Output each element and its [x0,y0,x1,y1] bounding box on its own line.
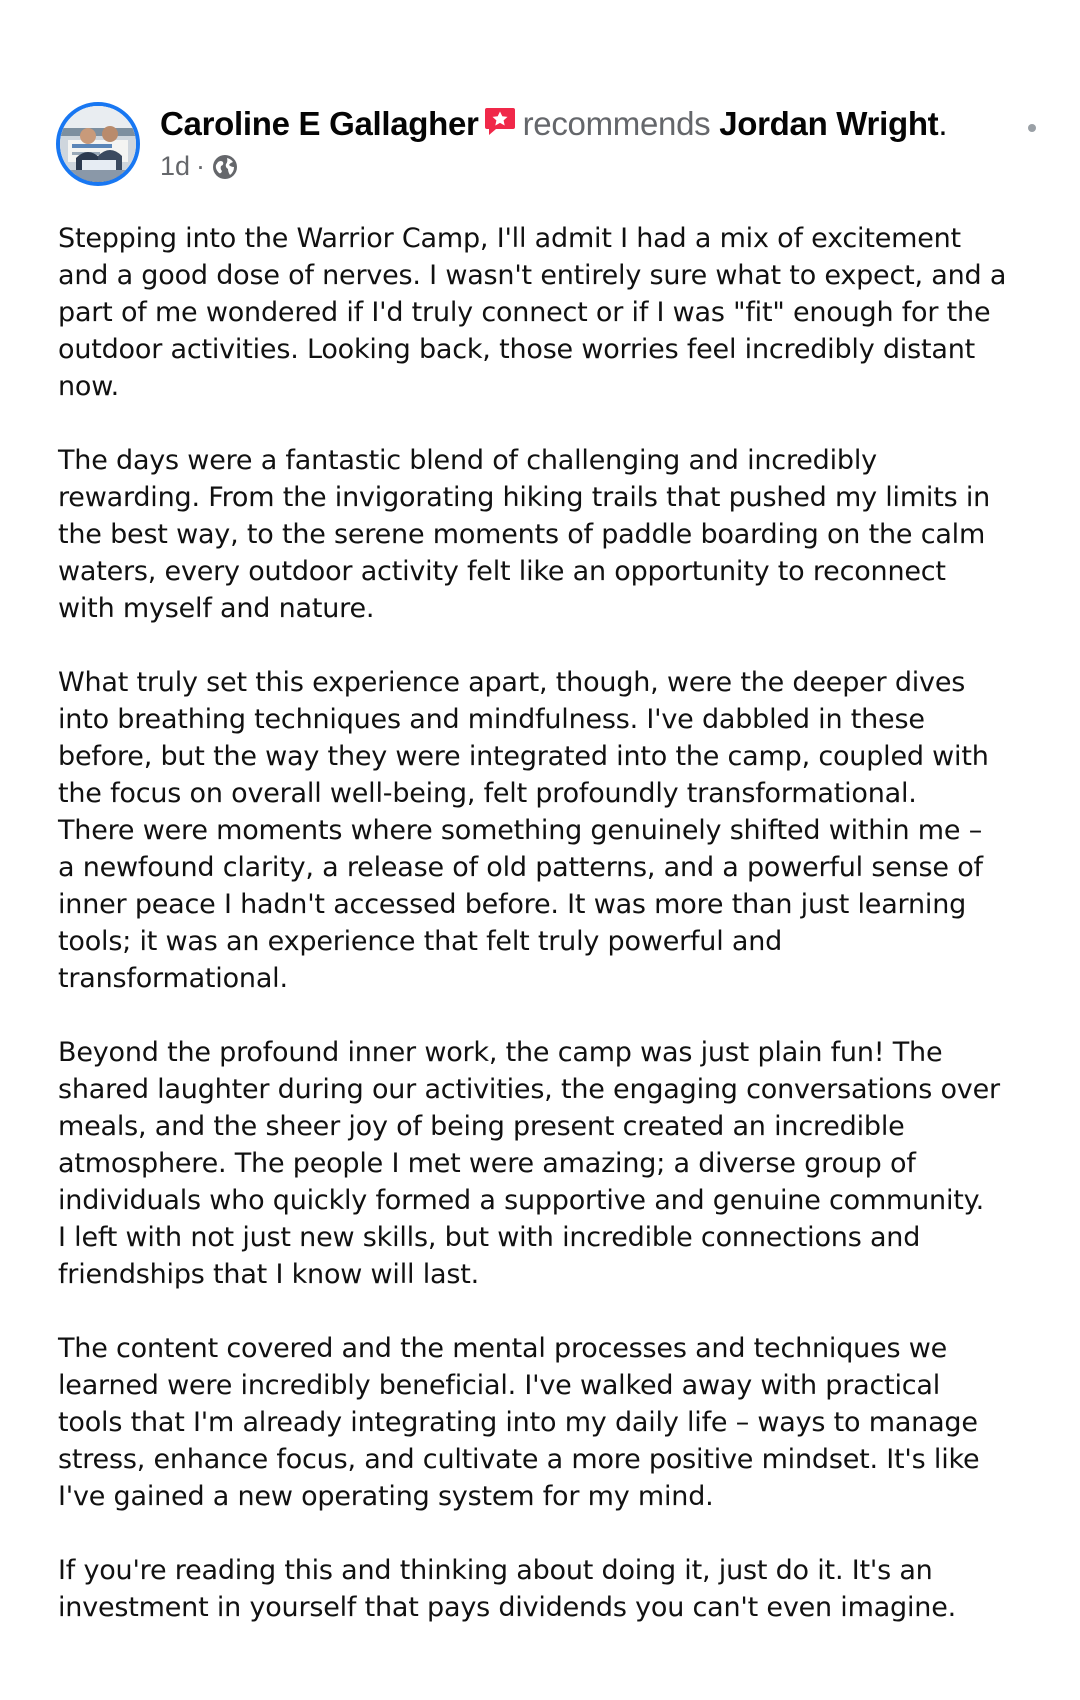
meta-separator: · [196,151,206,181]
recommendation-badge-icon [483,104,517,138]
post-timestamp[interactable]: 1d [160,151,191,181]
post-body [58,220,1026,1626]
post-paragraph: What truly set this experience apart, though, were the deeper dives into breathing techniques and mindfulness. I've dabbled in these before, but the way they were integrated into the camp, coupled with the focus on overall well-being, felt profoundly transformational. There were moments where something genuinely shifted within me – a newfound clarity, a release of old patterns, and a powerful sense of inner peace I hadn't accessed before. It was more than just learning tools; it was an experience that felt truly powerful and transformational. [58,667,989,994]
post-paragraph: Beyond the profound inner work, the camp was just plain fun! The shared laughter during our activities, the engaging conversations over meals, and the sheer joy of being present created an incredible atmosphere. The people I met were amazing; a diverse group of individuals who quickly formed a supportive and genuine community. I left with not just new skills, but with incredible connections and friendships that I know will last. [58,1037,1000,1290]
globe-icon[interactable] [211,153,239,181]
post-paragraph: The days were a fantastic blend of challenging and incredibly rewarding. From the invigorating hiking trails that pushed my limits in the best way, to the serene moments of paddle boarding on the calm waters, every outdoor activity felt like an opportunity to reconnect with myself and nature. [58,445,991,624]
avatar-photo [60,106,136,182]
title-period: . [938,105,948,142]
post-title-line [160,104,947,144]
post-meta [160,150,239,182]
more-options-icon[interactable] [1028,124,1036,132]
post-paragraph: Stepping into the Warrior Camp, I'll admit I had a mix of excitement and a good dose of nerves. I wasn't entirely sure what to expect, and a part of me wondered if I'd truly connect or if I was "fit" enough for the outdoor activities. Looking back, those worries feel incredibly distant now. [58,223,1007,402]
post-paragraph: The content covered and the mental processes and techniques we learned were incredibly beneficial. I've walked away with practical tools that I'm already integrating into my daily life – ways to manage stress, enhance focus, and cultivate a more positive mindset. It's like I've gained a new operating system for my mind. [58,1333,980,1512]
author-name[interactable]: Caroline E Gallagher [160,105,479,142]
recommends-text: recommends [522,105,711,142]
post-header [56,102,1036,194]
recommended-page-name[interactable]: Jordan Wright [719,105,939,142]
avatar[interactable] [56,102,140,186]
post-paragraph: If you're reading this and thinking about doing it, just do it. It's an investment in yourself that pays dividends you can't even imagine. [58,1555,956,1623]
